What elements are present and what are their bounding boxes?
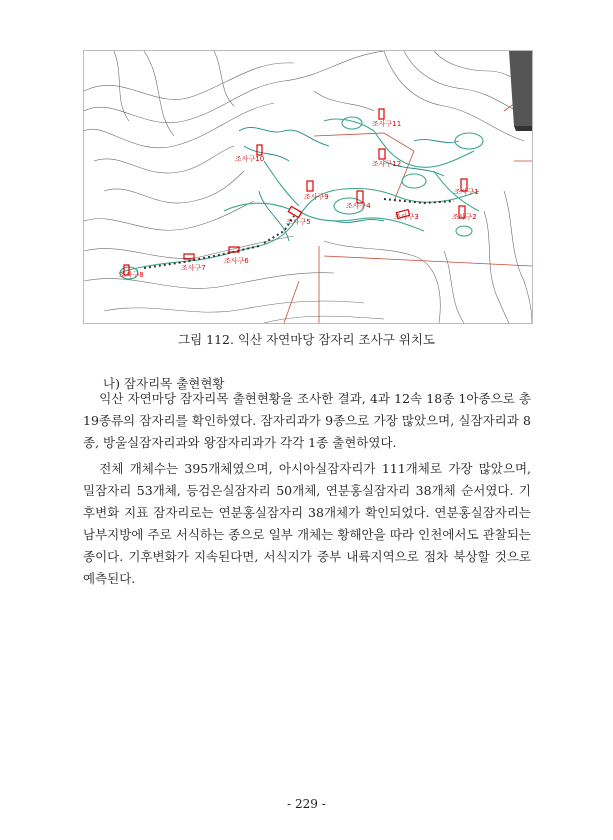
site-label-4: 조사구4 [346,202,371,210]
boundary-lines [284,91,532,323]
survey-site-markers [124,109,467,275]
site-label-10: 조사구10 [235,155,265,163]
paragraph-2: 전체 개체수는 395개체였으며, 아시아실잠자리가 111개체로 가장 많았으며, 밀잠자리 53개체, 등검은실잠자리 50개체, 연분홍실잠자리 38개체 순서였다. 기후변화 지표 잠자리로는 연분홍실잠자리 38개체가 확인되었다. 연분홍실잠자리는 남부지방에 주로 서식하는 종으로 일부 개체는 황해안을 따라 인천에서도 관찰되는 종이다. 기후변화가 지속된다면, 서식지가 중부 내륙지역으로 점차 북상할 것으로 예측된다. [83,461,531,586]
stream-lines [239,127,459,241]
walking-paths [119,117,483,279]
site-label-6: 조사구6 [224,257,249,265]
section-heading: 나) 잠자리목 출현현황 [103,376,225,391]
paragraph-1: 익산 자연마당 잠자리목 출현현황을 조사한 결과, 4과 12속 18종 1아종으로 총19종류의 잠자리를 확인하였다. 잠자리과가 9종으로 가장 많았으며, 실잠자리과 8종, 방울실잠자리과와 왕잠자리과가 각각 1종 출현하였다. [83,391,531,450]
site-label-7: 조사구7 [181,264,206,272]
map-drawing [84,51,532,323]
site-label-9: 조사구9 [304,193,329,201]
site-location-map [83,50,533,324]
figure-caption: 그림 112. 익산 자연마당 잠자리 조사구 위치도 [178,332,435,347]
site-marker-9 [307,181,313,191]
site-label-8: 조사구8 [119,271,144,279]
site-label-5: 조사구5 [286,218,311,226]
road [509,51,532,131]
contour-lines [84,51,532,323]
site-label-12: 조사구12 [372,160,402,168]
page-number: - 229 - [287,797,326,811]
site-marker-12 [379,149,385,159]
site-label-3: 조사구3 [394,213,419,221]
site-label-1: 조사구1 [454,188,479,196]
site-label-2: 조사구2 [452,213,477,221]
site-marker-10 [257,145,262,155]
site-label-11: 조사구11 [372,120,402,128]
site-marker-11 [379,109,384,119]
